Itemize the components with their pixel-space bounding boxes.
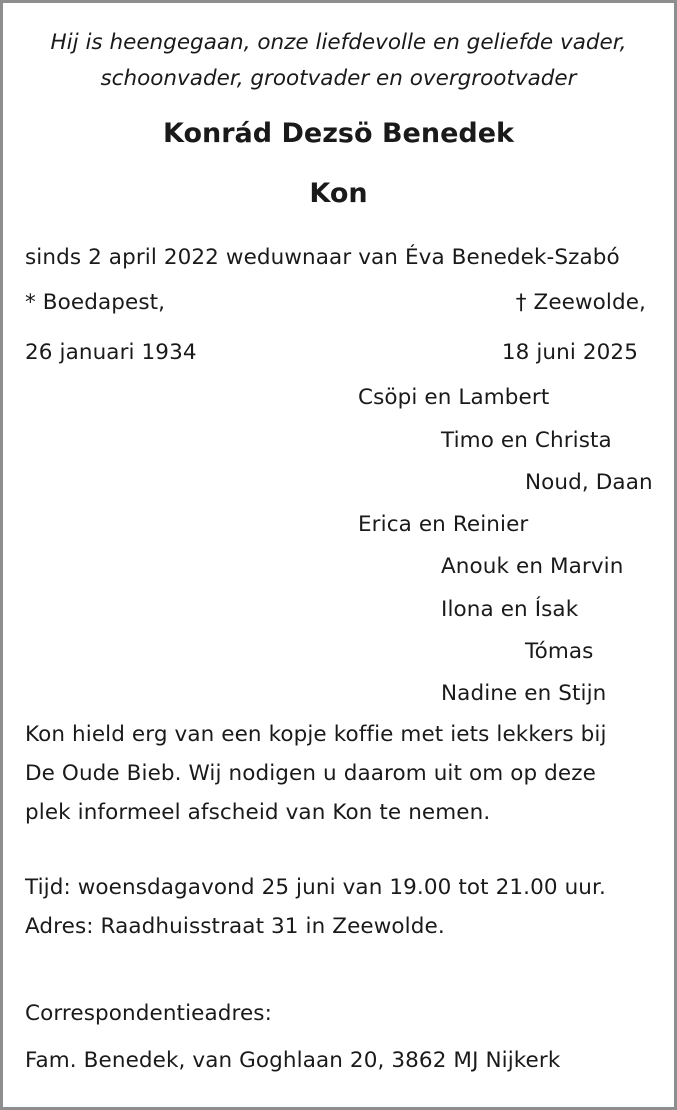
- family-member: Timo en Christa: [441, 428, 612, 453]
- intro-line-2: schoonvader, grootvader en overgrootvader: [100, 66, 577, 91]
- event-address: Adres: Raadhuisstraat 31 in Zeewolde.: [25, 914, 445, 939]
- death-place: † Zeewolde,: [515, 290, 646, 315]
- birth-place: * Boedapest,: [25, 290, 166, 315]
- family-member: Csöpi en Lambert: [358, 385, 550, 410]
- family-member: Ilona en Ísak: [441, 597, 579, 622]
- message-line: Kon hield erg van een kopje koffie met iets lekkers bij: [25, 722, 607, 747]
- correspondence-label: Correspondentieadres:: [25, 1001, 272, 1026]
- message-line: De Oude Bieb. Wij nodigen u daarom uit om op deze: [25, 761, 596, 786]
- widower-line: sinds 2 april 2022 weduwnaar van Éva Benedek-Szabó: [25, 245, 620, 270]
- intro-line-1: Hij is heengegaan, onze liefdevolle en geliefde vader,: [50, 30, 627, 55]
- family-member: Anouk en Marvin: [441, 554, 624, 579]
- family-member: Noud, Daan: [525, 470, 653, 495]
- death-date: 18 juni 2025: [501, 340, 638, 365]
- family-member: Erica en Reinier: [358, 512, 529, 537]
- event-time: Tijd: woensdagavond 25 juni van 19.00 tot 21.00 uur.: [25, 875, 606, 900]
- birth-date: 26 januari 1934: [25, 340, 197, 365]
- deceased-full-name: Konrád Dezsö Benedek: [163, 118, 514, 149]
- correspondence-address: Fam. Benedek, van Goghlaan 20, 3862 MJ Nijkerk: [25, 1048, 561, 1073]
- family-member: Nadine en Stijn: [441, 681, 607, 706]
- deceased-nickname: Kon: [309, 178, 368, 209]
- family-member: Tómas: [525, 639, 594, 664]
- message-line: plek informeel afscheid van Kon te nemen.: [25, 800, 491, 825]
